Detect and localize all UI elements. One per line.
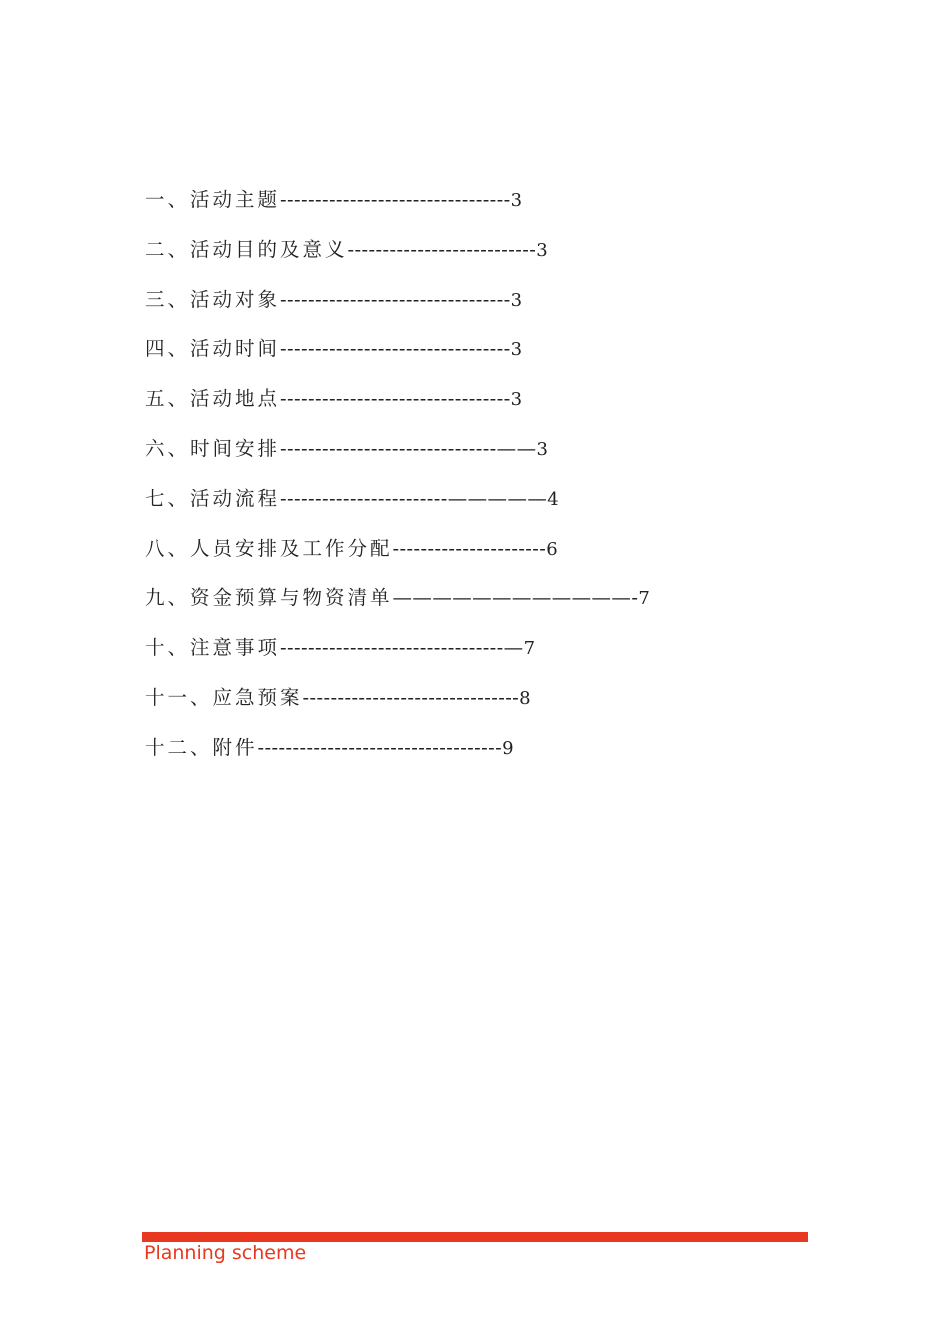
toc-label: 五、活动地点 [145,387,281,411]
toc-page-number: 6 [546,538,558,560]
table-of-contents [145,183,660,781]
footer-divider-bar [142,1232,808,1242]
footer-title: Planning scheme [144,1242,307,1264]
toc-entry-1[interactable] [145,183,660,233]
toc-page-number: 3 [510,389,523,411]
toc-page-number: 7 [638,588,650,610]
toc-entry-10[interactable] [145,631,660,681]
toc-page-number: 9 [502,737,514,759]
toc-entry-4[interactable] [145,332,660,382]
toc-entry-3[interactable] [145,283,660,333]
toc-page-number: 3 [510,289,523,311]
toc-leader: ---------------------- [392,536,547,560]
toc-label: 九、资金预算与物资清单 [145,586,393,610]
toc-page-number: 3 [536,239,548,261]
toc-leader: ----------------------------------- [257,735,503,759]
toc-page-number: 7 [523,638,536,660]
toc-leader: -------------------------------—— [280,436,537,460]
toc-entry-9[interactable] [145,581,660,631]
toc-leader: ------------------------————— [280,486,548,510]
toc-label: 四、活动时间 [145,337,281,361]
toc-label: 六、时间安排 [145,436,281,460]
toc-label: 一、活动主题 [145,188,281,211]
toc-entry-11[interactable] [145,681,660,731]
toc-entry-5[interactable] [145,382,660,432]
toc-entry-12[interactable] [145,731,660,781]
toc-label: 三、活动对象 [145,287,281,311]
toc-leader: --------------------------------— [280,636,524,660]
toc-label: 十、注意事项 [145,636,281,660]
toc-label: 十一、应急预案 [145,685,303,709]
toc-entry-7[interactable] [145,482,660,532]
toc-entry-2[interactable] [145,233,660,283]
toc-entry-6[interactable] [145,432,660,482]
toc-leader: ------------------------------- [302,685,520,709]
toc-page-number: 3 [510,190,523,211]
toc-page-number: 8 [519,687,531,709]
toc-leader: ————————————- [392,586,639,610]
toc-page-number: 4 [547,488,559,510]
toc-leader: --------------------------------- [280,287,511,311]
toc-page-number: 3 [510,339,523,361]
toc-leader: --------------------------------- [280,337,511,361]
toc-leader: --------------------------------- [280,387,511,411]
toc-entry-8[interactable] [145,532,660,582]
toc-label: 十二、附件 [145,735,258,759]
toc-leader: --------------------------------- [280,188,511,211]
toc-label: 八、人员安排及工作分配 [145,536,393,560]
toc-label: 七、活动流程 [145,486,281,510]
toc-label: 二、活动目的及意义 [145,237,348,261]
toc-page-number: 3 [536,438,548,460]
toc-leader: --------------------------- [347,237,537,261]
